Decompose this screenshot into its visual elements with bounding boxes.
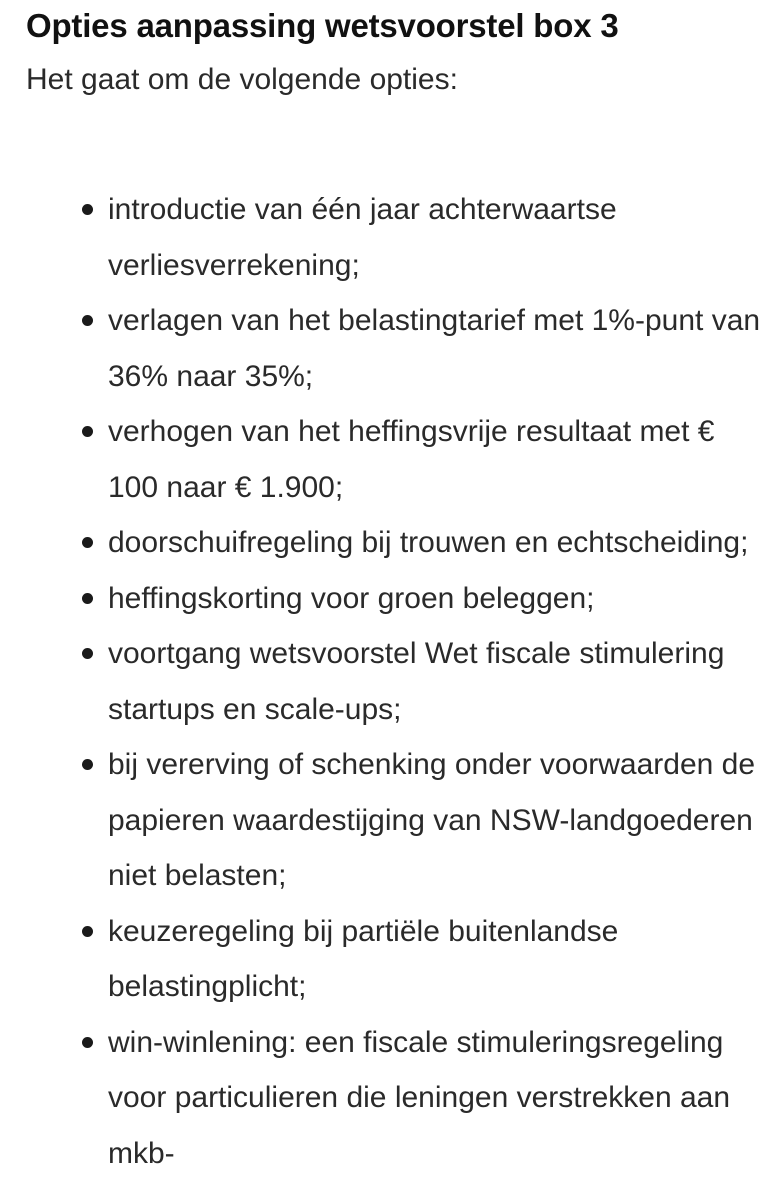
- list-item-text: verlagen van het belastingtarief met 1%-punt van 36% naar 35%;: [108, 304, 761, 393]
- bullet-icon: [82, 204, 93, 215]
- list-item: [26, 404, 766, 515]
- list-item-text: heffingskorting voor groen beleggen;: [108, 581, 595, 615]
- list-item-text: introductie van één jaar achterwaartse verliesverrekening;: [108, 193, 617, 282]
- list-item-text: verhogen van het heffingsvrije resultaat met € 100 naar € 1.900;: [108, 415, 715, 504]
- options-list: [26, 182, 766, 1181]
- list-item-text: keuzeregeling bij partiële buitenlandse belastingplicht;: [108, 914, 619, 1003]
- list-item: [26, 515, 766, 571]
- bullet-icon: [82, 315, 93, 326]
- bullet-icon: [82, 926, 93, 937]
- bullet-icon: [82, 759, 93, 770]
- bullet-icon: [82, 648, 93, 659]
- list-item: [26, 293, 766, 404]
- bullet-icon: [82, 593, 93, 604]
- page-title: Opties aanpassing wetsvoorstel box 3: [26, 7, 619, 44]
- list-item: [26, 904, 766, 1015]
- list-item-text: bij vererving of schenking onder voorwaarden de papieren waardestijging van NSW-landgoederen niet belasten;: [108, 748, 756, 892]
- bullet-icon: [82, 426, 93, 437]
- list-item-text: win-winlening: een fiscale stimuleringsregeling voor particulieren die leningen verstrekken aan mkb-: [108, 1025, 731, 1170]
- list-item: [26, 626, 766, 737]
- list-item-text: doorschuifregeling bij trouwen en echtscheiding;: [108, 526, 749, 559]
- bullet-icon: [82, 537, 93, 548]
- list-item: [26, 571, 766, 627]
- bullet-icon: [82, 1037, 93, 1048]
- list-item: [26, 182, 766, 293]
- article: [26, 0, 766, 1181]
- list-item-text: voortgang wetsvoorstel Wet fiscale stimulering startups en scale-ups;: [108, 637, 725, 726]
- intro-text: Het gaat om de volgende opties:: [26, 63, 458, 96]
- list-item: [26, 1015, 766, 1182]
- list-item: [26, 737, 766, 904]
